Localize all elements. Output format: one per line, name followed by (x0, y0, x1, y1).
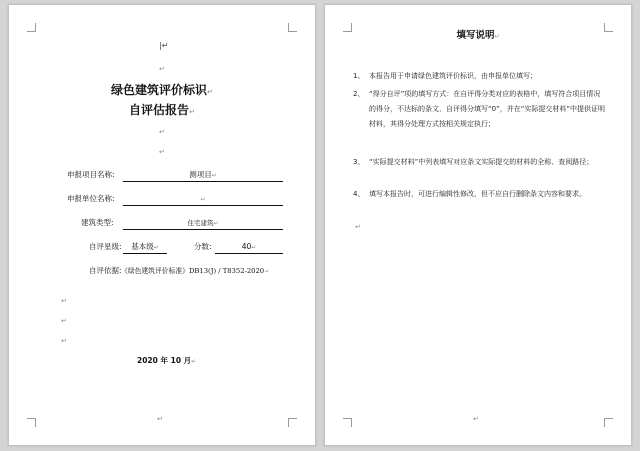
instruction-item: 3、 “实际提交材料”中列表填写对应条文实际提交的材料的全称、查阅路径； (353, 158, 594, 166)
paragraph-mark: ↵ (61, 337, 67, 345)
cover-title-line2: 自评估报告↵ (129, 103, 195, 117)
star-level-field[interactable]: 基本级↵ (123, 241, 167, 254)
instruction-item: 2、 “得分自评”项的填写方式：在自评得分类对应的表格中，填写符合项目情况的得分，不达标的条文，自评得分填写“0”，并在“实际提交材料”中提供证明材料，其得分处理方式按相关规定执行； (353, 90, 605, 128)
margin-corner-mark (288, 418, 297, 427)
project-name-label: 申报项目名称: (67, 170, 115, 179)
margin-corner-mark (604, 418, 613, 427)
report-date: 2020 年 10 月↵ (137, 356, 197, 365)
instruction-item: 4、 填写本报告时，可进行编辑性修改，但不应自行删除条文内容和要求。 (353, 190, 586, 198)
instruction-item: 1、 本报告用于申请绿色建筑评价标识，由申报单位填写； (353, 72, 537, 80)
unit-name-field[interactable]: ↵ (123, 193, 283, 206)
building-type-label: 建筑类型: (81, 218, 114, 227)
paragraph-mark: ↵ (355, 223, 361, 231)
footer-paragraph-mark: ↵ (157, 415, 163, 423)
margin-corner-mark (288, 23, 297, 32)
margin-corner-mark (343, 418, 352, 427)
paragraph-mark: ↵ (159, 65, 165, 73)
building-type-field[interactable]: 住宅建筑↵ (123, 217, 283, 230)
unit-name-row (9, 193, 315, 207)
star-level-row (9, 241, 315, 255)
text-cursor[interactable]: |↵ (159, 41, 169, 50)
document-page-cover (8, 4, 316, 446)
project-name-field[interactable]: 测项目↵ (123, 169, 283, 182)
footer-paragraph-mark: ↵ (473, 415, 479, 423)
star-level-label: 自评星级: (89, 242, 122, 251)
paragraph-mark: ↵ (159, 128, 165, 136)
instructions-title: 填写说明↵ (456, 30, 500, 41)
margin-corner-mark (27, 418, 36, 427)
document-page-instructions (324, 4, 632, 446)
cover-title-line1: 绿色建筑评价标识↵ (111, 83, 213, 97)
score-label: 分数: (194, 242, 212, 251)
project-name-row (9, 169, 315, 183)
paragraph-mark: ↵ (61, 297, 67, 305)
basis-row (9, 265, 315, 279)
score-field[interactable]: 40↵ (215, 241, 283, 254)
building-type-row (9, 217, 315, 231)
margin-corner-mark (27, 23, 36, 32)
paragraph-mark: ↵ (159, 148, 165, 156)
unit-name-label: 申报单位名称: (67, 194, 115, 203)
basis-value: 《绿色建筑评价标准》DB13(J) / T8352-2020↵ (121, 267, 270, 275)
paragraph-mark: ↵ (61, 317, 67, 325)
basis-label: 自评依据: (89, 266, 122, 275)
